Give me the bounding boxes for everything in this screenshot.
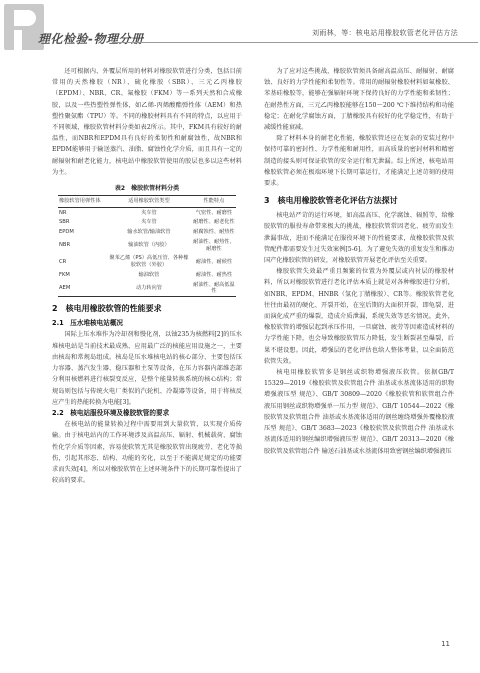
- table-cell: 耐油性、耐候性: [195, 258, 233, 265]
- table-cell: NR: [59, 209, 67, 216]
- table-cell: EPDM: [59, 229, 74, 236]
- table-row: [58, 254, 236, 270]
- table-cell: 耐腐蚀性、耐热性: [193, 229, 235, 236]
- material-classification-table: [58, 195, 236, 297]
- table-cell: 夹车管: [141, 209, 157, 216]
- table-row: [58, 270, 236, 280]
- table-row: [58, 237, 236, 253]
- table-header-cell: 适用橡胶软管类型: [106, 196, 192, 208]
- table-cell: AEM: [58, 280, 106, 297]
- table-row: [58, 218, 236, 228]
- journal-name: 理化检验-物理分册: [38, 32, 144, 46]
- subsection-heading: 2.2 核电站服役环境及橡胶软管的要求: [52, 408, 170, 417]
- paragraph: 除了材料本身的耐老化性能，橡胶软管还应在复杂的安装过程中保持可靠的密封性、力学性能和耐用性，而高质量的密封材料和精密制造的接头则可保证软管的安全运行和无泄漏。综上所述，核电站用橡胶软管必须在极端环境下长期可靠运行，才能满足上述苛刻的使用要求。: [264, 135, 454, 188]
- table-cell: SBR: [59, 219, 70, 226]
- table-header-cell: 橡胶软管用弹性体: [58, 196, 106, 208]
- table-row: [58, 280, 236, 297]
- table-cell: 动力转向管: [106, 280, 192, 297]
- page-header: [0, 0, 480, 56]
- right-column: [264, 66, 454, 457]
- table-cell: 输水软管/输油软管: [127, 229, 171, 236]
- running-title: 刘雨林，等：核电站用橡胶软管老化评估方法: [312, 29, 458, 37]
- section-heading: 2 核电用橡胶软管的性能要求: [52, 304, 162, 314]
- paragraph: 在核电站的能量转换过程中需要用到大量软管，以实现介质传输。由于核电站内的工作环境涉及高温高压、辐射、机械载荷、腐蚀性化学介质等因素，容易使软管无其是橡胶软管出现疲劳、老化等损伤，引起其形态、结构、功能的劣化，以至于不能满足规定的功能要求而失效[4]，所以对橡胶软管在上述环境条件下的长期可靠性提出了较高的要求。: [52, 421, 242, 485]
- table-cell: 耐油性、耐热性、耐磨性: [193, 238, 235, 252]
- subsection-heading: 2.1 压水堆核电站概况: [52, 319, 124, 328]
- section-heading: 3 核电用橡胶软管老化评估方法探讨: [264, 196, 398, 206]
- paragraph: 为了应对这些挑战，橡胶软管须具备耐高温高压、耐辐射、耐腐蚀、良好的力学性能和柔韧性等。常用的耐辐射橡胶材料如氟橡胶、苯基硅橡胶等，能够在强辐射环境下保持良好的力学性能和柔韧性；在耐热性方面，三元乙丙橡胶能够在150～200 ℃下维持结构和功能稳定；在耐化学腐蚀方面，丁腈橡胶具有较好的化学稳定性，有助于减缓性能衰减。: [264, 68, 454, 132]
- paragraph: 橡胶软管失效最严重且频繁的位置为外覆层或内衬层的橡胶材料，所以对橡胶软管进行老化评估本质上就是对各种橡胶进行分析，如NBR、EPDM、HNBR（氢化丁腈橡胶）、CR等。橡胶软管老化往往由最初的硬化、开裂开始，在室后期的大面积开裂，即龟裂，进而演化成严重的爆裂，造成介质泄漏，系统失效等恶劣情况。此外，橡胶软管的增强层起到承压作用，一旦腐蚀、疲劳等因素造成材料的力学性能下降，也会导致橡胶软管压力降低，发生断裂甚至爆裂，后果不堪设想。因此，增强层的老化评估也给人整体考量，以全面防范软管失效。: [264, 268, 454, 365]
- paragraph: 还可根据内、外覆层所用的材料对橡胶软管进行分类，包括目前常用的天然橡胶（NR）、硫化橡胶（SBR）、三元乙丙橡胶（EPDM）、NBR、CR、氟橡胶（FKM）等一系列天然和合成橡胶，以及一些热塑性弹性体，如乙烯-丙烯酸酯弹性体（AEM）和热塑性聚氨酯（TPU）等。不同的橡胶材料具有不同的特点，以应用于不同领域，橡胶软管材料分类如表2所示。其中，FKM具有较好的耐温性，而NBR和EPDM具有良好的柔韧性和耐腐蚀性，故NBR和EPDM能够用于输送蒸汽、油脂、腐蚀性化学介质，而且具有一定的耐辐射和耐老化能力，核电站中橡胶软管使用的胶层也多以这些材料为主。: [52, 68, 242, 176]
- table-cell: 耐磨性、耐老化性: [193, 219, 235, 226]
- table-cell: 输油软管（内胶）: [128, 242, 170, 249]
- table-cell: 夹车管: [141, 219, 157, 226]
- table-cell: 气密性、耐磨性: [195, 209, 233, 216]
- table-row: [58, 228, 236, 238]
- header-rule: [112, 42, 478, 43]
- table-header-row: [58, 196, 236, 208]
- table-cell: 耐油性、耐高低温性: [192, 280, 236, 297]
- page-number: 11: [441, 640, 450, 648]
- paragraph: 核电站严苛的运行环境，如高温高压、化学腐蚀、辐照等，给橡胶软管的服役寿命带来极大的挑战，橡胶软管常因老化、疲劳而发生泄漏事故，进而不能满足在服役环境下的性能要求，故橡胶软管及软管配件都需要发生过失效案例[5-6]。为了避免失效的重复发生和推动国产化橡胶软管的研发，对橡胶软管开展老化评估至关重要。: [264, 212, 454, 265]
- table-cell: NBR: [59, 242, 71, 249]
- table-cell: 聚苯乙烯（PS）高低压管、各种橡胶软管（外胶）: [109, 255, 189, 268]
- table-cell: CR: [59, 258, 67, 265]
- table-cell: 输油软管: [138, 271, 160, 278]
- table-caption: 表2 橡胶软管材料分类: [114, 185, 180, 193]
- paragraph: 核电用橡胶软管多是钢丝或织物增强液压软管。依据GB/T 15329—2019《橡胶软管及软管组合件 油基或水基流体适用的织物增强液压型 规范》、GB/T 30809—2020《橡胶软管和软管组合件 液压用钢丝或织物增强单一压力型 规范》、GB/T 10544—2022《橡胶软管及软管组合件 油基或水基流体适用的钢丝缠绕增强外覆橡胶液压型 规范》、GB/T 3683—2023《橡胶软管及软管组合件 油基或水基流体适用的钢丝编织增强液压型 规范》、GB/T 20313—2020《橡胶软管及软管组合件 输送石油基或水基流体用致密钢丝编织增强液压: [264, 369, 454, 455]
- paragraph: 国际上压水堆作为冷却剂和慢化剂，以铀235为核燃料[2]的压水堆核电站是当前技术最成熟、应用最广泛的核能应用设施之一，主要由核岛和常规岛组成。核岛是压水堆核电站的核心部分，主要包括压力容器、蒸汽发生器、稳压器和主泵等设备，在压力容器内部维态部分利用核燃料进行核裂变反应，是整个能量转换系统的核心结构；常规岛则包括与传统火电厂类似的汽轮机、冷凝器等设备，用于将核反应产生的热能转换为电能[3]。: [52, 331, 242, 406]
- table-cell: 耐油性、耐热性: [195, 271, 233, 278]
- table-header-cell: 性能特点: [192, 196, 236, 208]
- table-cell: FKM: [59, 271, 70, 278]
- table-row: [58, 208, 236, 218]
- left-column: [52, 66, 242, 486]
